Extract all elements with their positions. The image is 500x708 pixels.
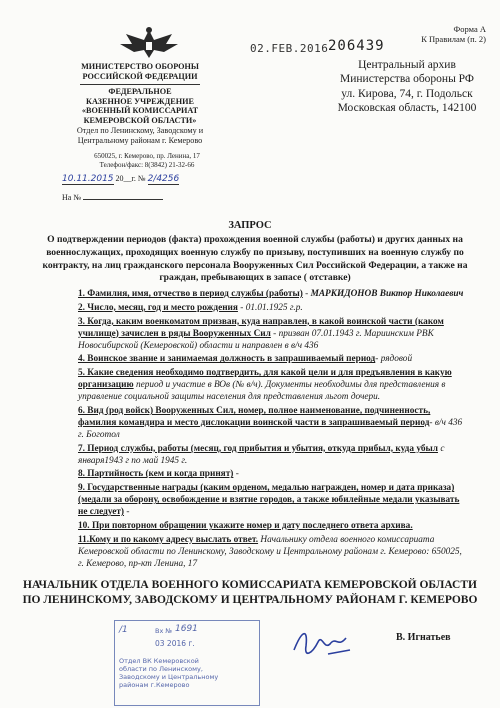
request-item: 1. Фамилия, имя, отчество в период службы (работы) - МАРКИДОНОВ Виктор Николаевич: [78, 289, 464, 299]
request-item: 2. Число, месяц, год и место рождения - 01.01.1925 г.р.: [78, 302, 303, 313]
stamp-handwritten-mark: /1: [119, 625, 128, 635]
request-intro: О подтверждении периодов (факта) прохождения военной службы (работы) и других данных на военнослужащих, проходящих военную службу по призыву, поступивших на военную службу по контракту, на лиц гражданского персонала Вооруженных Сил Российской Федерации, а также на граждан, пребывающих в запасе ( отставке): [42, 234, 468, 284]
reply-reference: [62, 193, 163, 202]
request-item: 3. Когда, каким военкоматом призван, куда направлен, в какой воинской части (каком училище) зачислен в ряды Вооруженных Сил - призван 07.01.1943 г. Мариинским РВК Новосибирской (Кемеровской) области и направлен в в/ч 436: [78, 316, 444, 351]
request-item: 4. Воинское звание и занимаемая должность в запрашиваемый период- рядовой: [78, 354, 413, 365]
signatory-name: В. Игнатьев: [396, 632, 451, 643]
request-item: 11.Кому и по какому адресу выслать ответ. Начальнику отдела военного комиссариата Кемеровской области по Ленинскому, Заводскому и Центральному районам г. Кемерово: 650025, г. Кемерово, пр-кт Ленина, 17: [78, 534, 462, 569]
request-item: 9. Государственные награды (каким орденом, медалью награжден, номер и дата приказа) (медали за оборону, освобождение и взятие городов, а также юбилейные медали указывать не следует) -: [78, 483, 460, 518]
request-items: [78, 289, 470, 573]
sender-phone: Телефон/факс: 8(3842) 21-32-66: [99, 160, 195, 169]
request-item: 6. Вид (род войск) Вооруженных Сил, номер, полное наименование, подчиненность, фамилия командира и место дислокации воинской части в запрашиваемый период- в/ч 436 г. Боготол: [78, 406, 463, 440]
form-label: [421, 24, 486, 44]
form-name: Форма А: [453, 24, 486, 34]
footer-title: НАЧАЛЬНИК ОТДЕЛА ВОЕННОГО КОМИССАРИАТА КЕМЕРОВСКОЙ ОБЛАСТИ ПО ЛЕНИНСКОМУ, ЗАВОДСКОМУ И ЦЕНТРАЛЬНОМУ РАЙОНАМ Г. КЕМЕРОВО: [22, 579, 478, 606]
request-item: 10. При повторном обращении укажите номер и дату последнего ответа архива.: [78, 521, 413, 532]
stamp-vx-label: Вх №: [155, 627, 173, 635]
addressee-line: Московская область, 142100: [337, 102, 477, 115]
form-rule: К Правилам (п. 2): [421, 34, 486, 45]
outgoing-number: 2/4256: [147, 174, 180, 184]
ministry-line: РОССИЙСКОЙ ФЕДЕРАЦИИ: [82, 71, 198, 81]
stamp-org: Отдел ВК Кемеровской области по Ленинскому, Заводскому и Центральному районам г.Кемерово: [119, 657, 219, 690]
incoming-stamp-number: 206439: [328, 38, 385, 54]
eagle-emblem-icon: [116, 26, 182, 60]
request-item: 7. Период службы, работы (месяц, год прибытия и убытия, откуда прибыл, куда убыл с января1943 г по май 1945 г.: [78, 443, 445, 466]
year-suffix: 20__г.: [115, 174, 136, 183]
request-item: 5. Какие сведения необходимо подтвердить, для какой цели и для предъявления в какую организацию период и участие в ВОв (№ в/ч). Документы необходимы для представления в управление социальной защиты населения для представления льгот дочери.: [78, 368, 452, 403]
incoming-stamp-date: 02.FEB.2016: [250, 42, 329, 55]
signature-icon: [288, 620, 356, 664]
institution-line: КАЗЕННОЕ УЧРЕЖДЕНИЕ: [86, 96, 194, 106]
sender-postal-address: 650025, г. Кемерово, пр. Ленина, 17: [94, 152, 200, 160]
department-line: Центральному районам г. Кемерово: [77, 135, 203, 145]
outgoing-reference: [62, 174, 179, 185]
institution-line: ФЕДЕРАЛЬНОЕ: [108, 86, 172, 96]
addressee-block: [322, 58, 492, 116]
registration-stamp: [114, 620, 260, 706]
addressee-line: Министерства обороны РФ: [340, 73, 474, 86]
addressee-line: Центральный архив: [358, 59, 456, 71]
reply-ref-blank: [83, 199, 163, 200]
sender-header: [40, 62, 240, 146]
outgoing-date: 10.11.2015: [62, 174, 114, 184]
sender-address: [62, 152, 232, 170]
divider: [80, 84, 200, 85]
institution-line: КЕМЕРОВСКОЙ ОБЛАСТИ»: [83, 116, 197, 126]
institution-line: «ВОЕННЫЙ КОМИССАРИАТ: [81, 106, 199, 116]
stamp-date: 03 2016 г.: [155, 639, 195, 648]
request-title: ЗАПРОС: [228, 220, 272, 231]
department-line: Отдел по Ленинскому, Заводскому и: [76, 126, 204, 136]
ministry-line: МИНИСТЕРСТВО ОБОРОНЫ: [81, 62, 199, 71]
request-item: 8. Партийность (кем и когда принят) -: [78, 469, 239, 480]
reply-ref-prefix: На №: [62, 193, 81, 202]
addressee-line: ул. Кирова, 74, г. Подольск: [341, 87, 473, 100]
outgoing-number-prefix: №: [137, 174, 146, 183]
stamp-vx-number: 1691: [175, 624, 198, 634]
